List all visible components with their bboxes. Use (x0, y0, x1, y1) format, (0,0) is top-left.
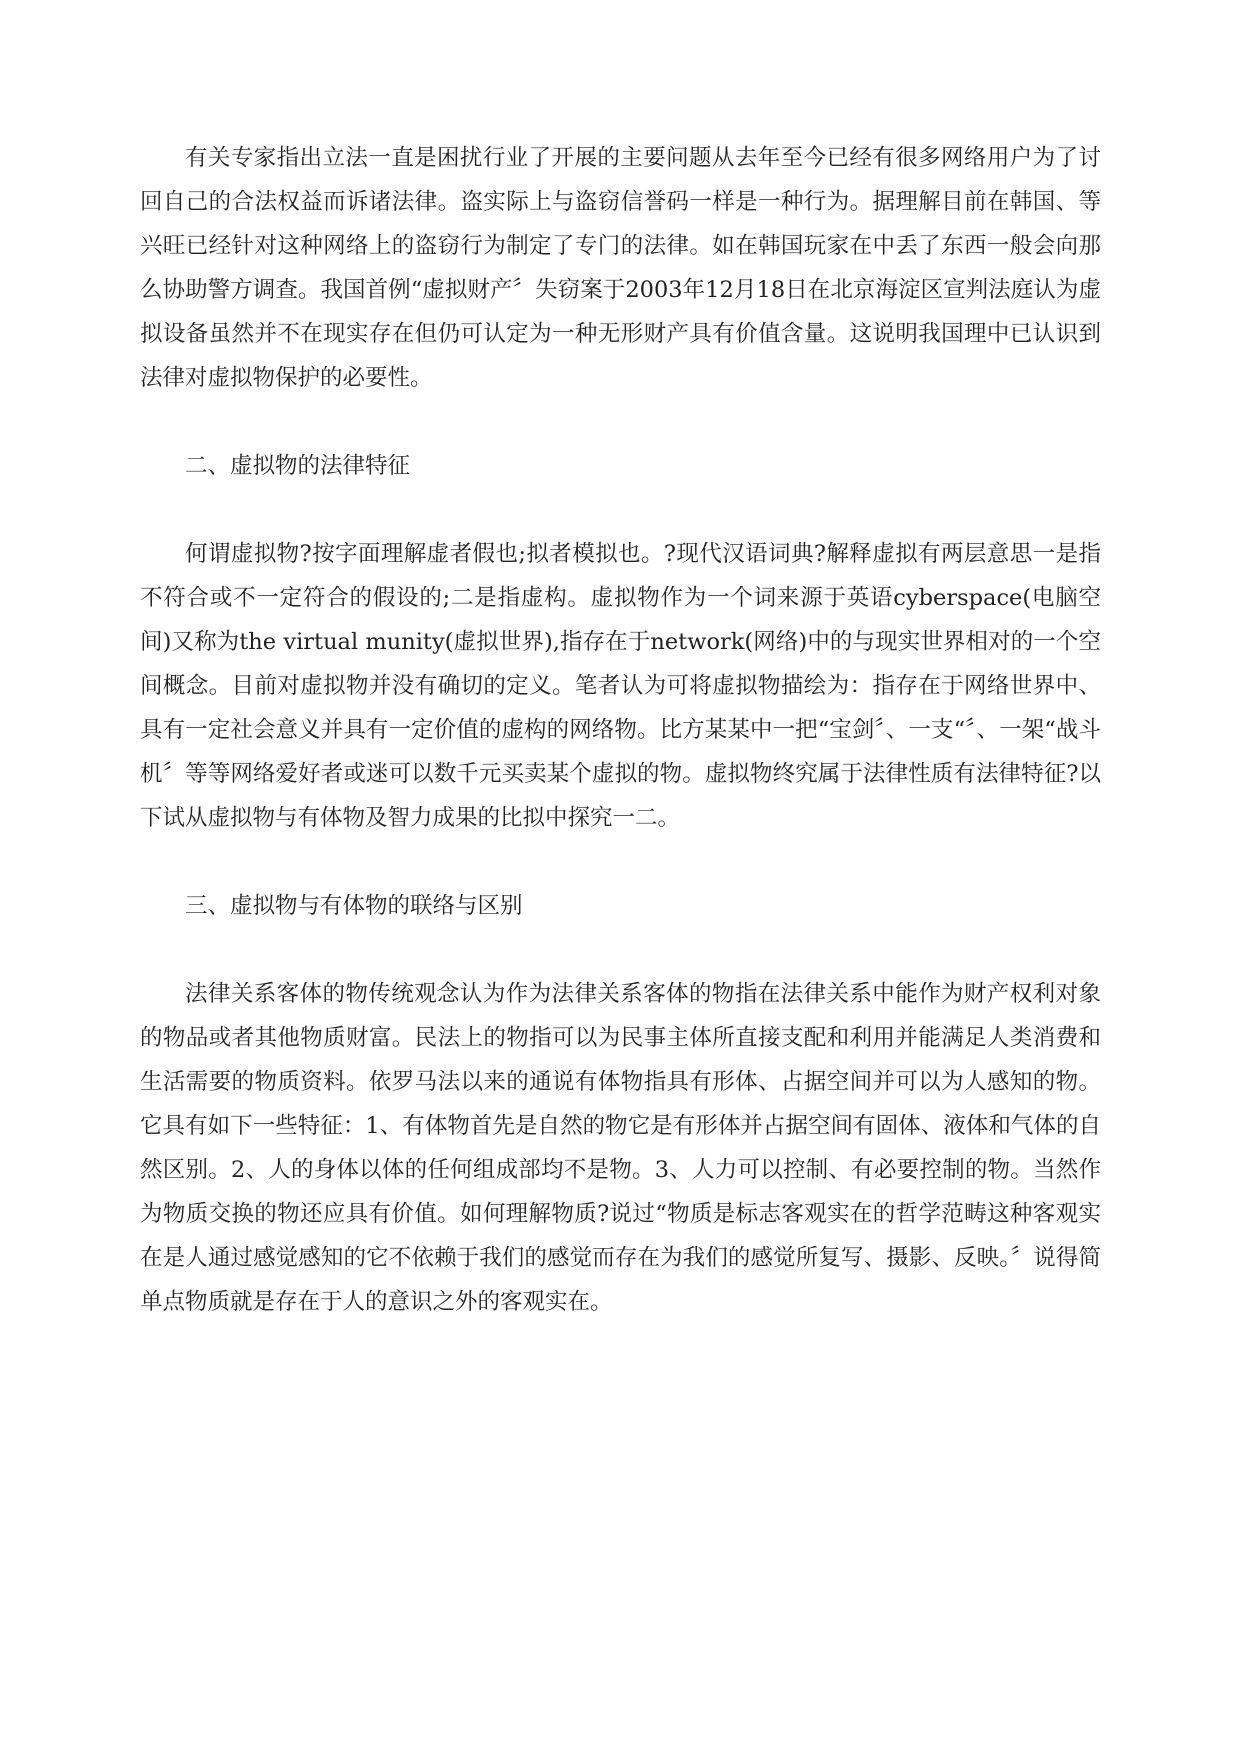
paragraph-gap (140, 840, 1101, 884)
paragraph-gap (140, 488, 1101, 532)
paragraph-gap (140, 400, 1101, 444)
paragraph-legislation: 有关专家指出立法一直是困扰行业了开展的主要问题从去年至今已经有很多网络用户为了讨回自己的合法权益而诉诸法律。盗实际上与盗窃信誉码一样是一种行为。据理解目前在韩国、等兴旺已经针对这种网络上的盗窃行为制定了专门的法律。如在韩国玩家在中丢了东西一般会向那么协助警方调查。我国首例“虚拟财产〞失窃案于2003年12月18日在北京海淀区宣判法庭认为虚拟设备虽然并不在现实存在但仍可认定为一种无形财产具有价值含量。这说明我国理中已认识到法律对虚拟物保护的必要性。 (140, 145, 1101, 391)
section-heading-legal-features: 二、虚拟物的法律特征 (185, 453, 411, 479)
paragraph-tangible-object: 法律关系客体的物传统观念认为作为法律关系客体的物指在法律关系中能作为财产权利对象的物品或者其他物质财富。民法上的物指可以为民事主体所直接支配和利用并能满足人类消费和生活需要的物质资料。依罗马法以来的通说有体物指具有形体、占据空间并可以为人感知的物。它具有如下一些特征：1、有体物首先是自然的物它是有形体并占据空间有固体、液体和气体的自然区别。2、人的身体以体的任何组成部均不是物。3、人力可以控制、有必要控制的物。当然作为物质交换的物还应具有价值。如何理解物质?说过“物质是标志客观实在的哲学范畴这种客观实在是人通过感觉感知的它不依赖于我们的感觉而存在为我们的感觉所复写、摄影、反映。〞说得简单点物质就是存在于人的意识之外的客观实在。 (140, 981, 1101, 1315)
paragraph-virtual-definition: 何谓虚拟物?按字面理解虚者假也;拟者模拟也。?现代汉语词典?解释虚拟有两层意思一是指不符合或不一定符合的假设的;二是指虚构。虚拟物作为一个词来源于英语cyberspace(电脑空间)又称为the virtual munity(虚拟世界),指存在于network(网络)中的与现实世界相对的一个空间概念。目前对虚拟物并没有确切的定义。笔者认为可将虚拟物描绘为：指存在于网络世界中、具有一定社会意义并具有一定价值的虚构的网络物。比方某某中一把“宝剑〞、一支“〞、一架“战斗机〞等等网络爱好者或迷可以数千元买卖某个虚拟的物。虚拟物终究属于法律性质有法律特征?以下试从虚拟物与有体物及智力成果的比拟中探究一二。 (140, 541, 1101, 831)
paragraph-gap (140, 928, 1101, 972)
section-heading-tangible-comparison: 三、虚拟物与有体物的联络与区别 (185, 893, 523, 919)
